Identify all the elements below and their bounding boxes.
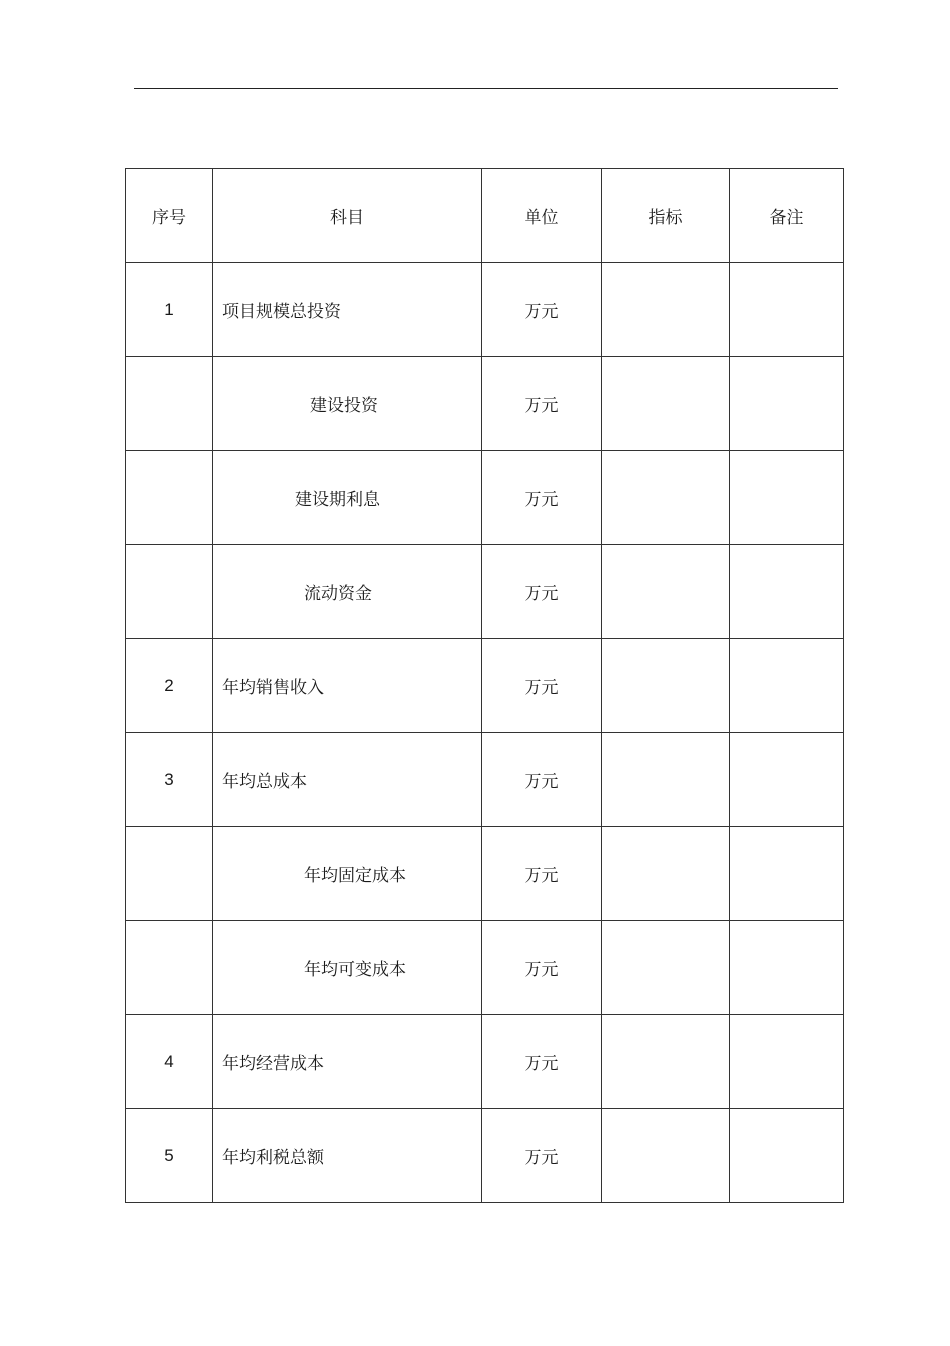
row-unit: 万元 [482, 263, 602, 357]
row-note [730, 639, 844, 733]
table-row [126, 451, 844, 545]
row-note [730, 263, 844, 357]
table-header-row [126, 169, 844, 263]
row-item: 年均经营成本 [213, 1015, 482, 1109]
header-unit: 单位 [482, 169, 602, 263]
row-unit: 万元 [482, 545, 602, 639]
row-unit: 万元 [482, 733, 602, 827]
row-item: 年均总成本 [213, 733, 482, 827]
row-value [602, 733, 730, 827]
header-value: 指标 [602, 169, 730, 263]
row-item: 年均固定成本 [213, 827, 482, 921]
header-note: 备注 [730, 169, 844, 263]
row-note [730, 1015, 844, 1109]
header-item: 科目 [213, 169, 482, 263]
row-unit: 万元 [482, 451, 602, 545]
row-unit: 万元 [482, 639, 602, 733]
row-value [602, 545, 730, 639]
table-row [126, 357, 844, 451]
row-unit: 万元 [482, 827, 602, 921]
row-value [602, 639, 730, 733]
row-no [126, 357, 213, 451]
row-note [730, 357, 844, 451]
row-value [602, 1015, 730, 1109]
table-row [126, 263, 844, 357]
row-note [730, 451, 844, 545]
row-no: 2 [126, 639, 213, 733]
table-row [126, 1015, 844, 1109]
table-row [126, 827, 844, 921]
row-item: 项目规模总投资 [213, 263, 482, 357]
row-value [602, 451, 730, 545]
header-rule [134, 88, 838, 89]
row-value [602, 1109, 730, 1203]
row-unit: 万元 [482, 1109, 602, 1203]
table-row [126, 639, 844, 733]
row-note [730, 1109, 844, 1203]
row-no [126, 451, 213, 545]
row-note [730, 921, 844, 1015]
row-item: 建设投资 [213, 357, 482, 451]
row-item: 年均利税总额 [213, 1109, 482, 1203]
row-note [730, 733, 844, 827]
indicator-table [125, 168, 844, 1203]
row-unit: 万元 [482, 357, 602, 451]
header-no: 序号 [126, 169, 213, 263]
row-value [602, 357, 730, 451]
row-no: 5 [126, 1109, 213, 1203]
row-unit: 万元 [482, 1015, 602, 1109]
row-item: 建设期利息 [213, 451, 482, 545]
row-no [126, 921, 213, 1015]
row-note [730, 827, 844, 921]
row-item: 年均销售收入 [213, 639, 482, 733]
row-no: 4 [126, 1015, 213, 1109]
row-no [126, 827, 213, 921]
table-row [126, 1109, 844, 1203]
table-row [126, 733, 844, 827]
row-item: 年均可变成本 [213, 921, 482, 1015]
row-no [126, 545, 213, 639]
row-value [602, 263, 730, 357]
row-item: 流动资金 [213, 545, 482, 639]
row-note [730, 545, 844, 639]
row-unit: 万元 [482, 921, 602, 1015]
row-no: 1 [126, 263, 213, 357]
row-no: 3 [126, 733, 213, 827]
table-row [126, 921, 844, 1015]
table-row [126, 545, 844, 639]
row-value [602, 921, 730, 1015]
row-value [602, 827, 730, 921]
